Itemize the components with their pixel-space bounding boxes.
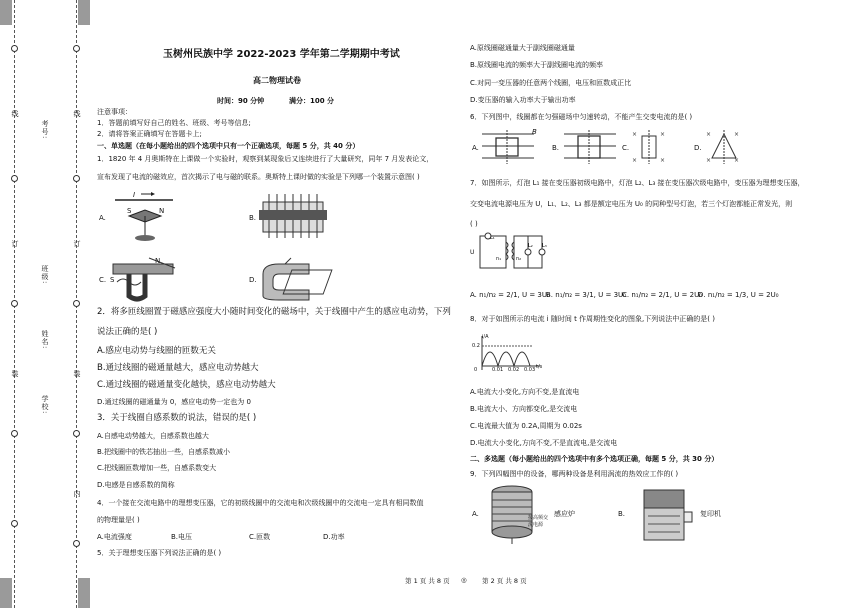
gutter-char: 装 bbox=[73, 370, 81, 378]
q2-line: 说法正确的是( ) bbox=[97, 327, 158, 337]
q9-a-subcaption: 接高频交 流电源 bbox=[528, 515, 549, 528]
q8-stem: 8．对于如图所示的电流 i 随时间 t 作周期性变化的图象,下列说法中正确的是( ) bbox=[470, 315, 715, 323]
q3-stem: 3．关于线圈自感系数的说法，错误的是( ) bbox=[97, 413, 257, 423]
binding-hole bbox=[11, 430, 18, 437]
q4-option-a: A.电流强度 bbox=[97, 533, 132, 541]
binding-hole bbox=[11, 300, 18, 307]
q3-option-b: B.把线圈中的铁芯抽出一些，自感系数减小 bbox=[97, 448, 231, 456]
q2-option-b: B.通过线圈的磁通量越大，感应电动势越大 bbox=[97, 363, 259, 373]
gutter-char: 内 bbox=[73, 490, 81, 498]
footer-page1: 第 1 页 共 8 页 bbox=[405, 577, 450, 585]
svg-text:×: × bbox=[660, 131, 666, 138]
q7-option-b: B. n₁/n₂ = 3/1, U = 3U₀ bbox=[546, 291, 626, 299]
section2-heading: 二、多选题（每小题给出的四个选项中有多个选项正确，每题 5 分，共 30 分） bbox=[470, 455, 719, 463]
q1-option-c-label: C. bbox=[99, 276, 107, 284]
q9-stem: 9．下列四幅图中的设备，哪两种设备是利用涡流的热效应工作的( ) bbox=[470, 470, 679, 478]
footer-separator: ◎ bbox=[461, 576, 467, 584]
q5-stem: 5．关于理想变压器下列说法正确的是( ) bbox=[97, 549, 222, 557]
q4-option-d: D.功率 bbox=[323, 533, 345, 541]
q6-option-b-label: B. bbox=[552, 144, 560, 152]
q7-option-d: D. n₁/n₂ = 1/3, U = 2U₀ bbox=[698, 291, 779, 299]
q7-l3-label: L₃ bbox=[542, 243, 547, 249]
q7-line: 交变电流电源电压为 U，L₁、L₂、L₃ 都是额定电压为 U₀ 的同种型号灯泡，若三个灯泡都能正常发光，则 bbox=[470, 200, 793, 208]
q1-s2-label: S bbox=[110, 276, 115, 284]
q1-figure-c bbox=[109, 254, 187, 304]
q8-option-a: A.电流大小变化,方向不变,是直流电 bbox=[470, 388, 580, 396]
field-banji: 班级: bbox=[41, 265, 49, 285]
q5-option-c: C.对同一变压器的任意两个线圈，电压和匝数成正比 bbox=[470, 79, 632, 87]
footer-page2: 第 2 页 共 8 页 bbox=[482, 577, 527, 585]
q6-stem: 6．下列图中，线圈都在匀强磁场中匀速转动，不能产生交变电流的是( ) bbox=[470, 113, 693, 121]
field-xingming: 姓名: bbox=[41, 330, 49, 350]
q8-y-value: 0.2 bbox=[472, 343, 480, 349]
q4-option-b: B.电压 bbox=[171, 533, 193, 541]
q6-option-c-label: C. bbox=[622, 144, 630, 152]
q5-option-a: A.原线圈磁通量大于副线圈磁通量 bbox=[470, 44, 575, 52]
q1-figure-b bbox=[257, 186, 329, 248]
q6-figure-d bbox=[704, 128, 744, 166]
binding-hole bbox=[73, 175, 80, 182]
q9-option-b-label: B. bbox=[618, 510, 626, 518]
q7-u-label: U bbox=[470, 249, 475, 256]
svg-text:×: × bbox=[734, 131, 740, 138]
q7-n2-label: n₂ bbox=[516, 256, 522, 262]
q2-line: 2．将多匝线圈置于磁感应强度大小随时间变化的磁场中，关于线圈中产生的感应电动势，下列 bbox=[97, 307, 451, 317]
q8-option-c: C.电流最大值为 0.2A,周期为 0.02s bbox=[470, 422, 582, 430]
q1-line: 宣布发现了电流的磁效应，首次揭示了电与磁的联系。奥斯特上课时做的实验是下列哪一个装置示意图( ) bbox=[97, 173, 420, 181]
gutter-char: 订 bbox=[73, 240, 81, 248]
binding-hole bbox=[73, 45, 80, 52]
q6-option-d-label: D. bbox=[694, 144, 702, 152]
q8-x-axis-label: t/s bbox=[536, 364, 543, 370]
q4-line: 的物理量是( ) bbox=[97, 516, 140, 524]
exam-title: 玉树州民族中学 2022-2023 学年第二学期期中考试 bbox=[163, 49, 400, 60]
q4-line: 4．一个接在交流电路中的理想变压器，它的初级线圈中的交流电和次级线圈中的交流电一定具有相同数值 bbox=[97, 499, 424, 507]
q9-b-caption: 复印机 bbox=[700, 510, 721, 518]
q7-n1-label: n₁ bbox=[496, 256, 502, 262]
gutter-gray-block-bottom bbox=[0, 578, 12, 608]
q1-n2-label: N bbox=[155, 257, 161, 265]
q4-option-c: C.匝数 bbox=[249, 533, 271, 541]
q5-option-b: B.原线圈电流的频率大于副线圈电流的频率 bbox=[470, 61, 604, 69]
q1-figure-d bbox=[257, 256, 337, 304]
q1-figure-a bbox=[111, 188, 177, 246]
q1-line: 1．1820 年 4 月奥斯特在上课做一个实验时，观察到某现象后又连续进行了大量研究，同年 7 月发表论文， bbox=[97, 155, 434, 163]
q9-figure-a-furnace bbox=[484, 480, 544, 546]
q8-y-axis-label: i/A bbox=[482, 334, 489, 340]
gutter-gray-block-top bbox=[0, 0, 12, 25]
notes-heading: 注意事项： bbox=[97, 108, 132, 116]
gutter-char: 线 bbox=[73, 110, 81, 118]
q8-tick: 0.02 bbox=[508, 367, 520, 373]
q9-option-a-label: A. bbox=[472, 510, 479, 518]
q8-tick: 0.03 bbox=[524, 367, 536, 373]
time-label: 时间：90 分钟 bbox=[217, 97, 265, 105]
q5-option-d: D.变压器的输入功率大于输出功率 bbox=[470, 96, 576, 104]
q7-l1-label: L₁ bbox=[490, 235, 495, 241]
q3-option-a: A.自感电动势越大，自感系数也越大 bbox=[97, 432, 209, 440]
q7-line: 7．如图所示，灯泡 L₁ 接在变压器初级电路中，灯泡 L₂、L₃ 接在变压器次级电路中，变压器为理想变压器， bbox=[470, 179, 805, 187]
exam-subtitle: 高二物理试卷 bbox=[253, 76, 301, 85]
q8-option-d: D.电流大小变化,方向不变,不是直流电,是交流电 bbox=[470, 439, 618, 447]
gutter-char: 线 bbox=[11, 110, 19, 118]
q8-option-b: B.电流大小、方向都变化,是交流电 bbox=[470, 405, 578, 413]
gutter-char: 装 bbox=[11, 370, 19, 378]
q6-figure-b bbox=[564, 128, 620, 166]
field-xuexiao: 学校: bbox=[41, 395, 49, 415]
q7-option-a: A. n₁/n₂ = 2/1, U = 3U₀ bbox=[470, 291, 550, 299]
notes-item: 2．请将答案正确填写在答题卡上; bbox=[97, 130, 202, 138]
binding-hole bbox=[11, 45, 18, 52]
q1-s-label: S bbox=[127, 207, 132, 215]
q2-option-c: C.通过线圈的磁通量变化越快，感应电动势越大 bbox=[97, 380, 276, 390]
q6-figure-a bbox=[482, 128, 538, 166]
svg-text:×: × bbox=[734, 157, 740, 164]
q2-option-a: A.感应电动势与线圈的匝数无关 bbox=[97, 346, 216, 356]
section1-heading: 一、单选题（在每小题给出的四个选项中只有一个正确选项，每题 5 分，共 40 分） bbox=[97, 142, 360, 150]
binding-hole bbox=[11, 520, 18, 527]
svg-text:×: × bbox=[660, 157, 666, 164]
inner-binding-gutter bbox=[62, 0, 90, 608]
q3-option-d: D.电感是自感系数的简称 bbox=[97, 481, 175, 489]
gutter-gray-block-bottom bbox=[78, 578, 90, 608]
q1-option-b-label: B. bbox=[249, 214, 257, 222]
q9-a-caption: 感应炉 bbox=[554, 510, 575, 518]
q9-figure-b-copier bbox=[638, 484, 694, 544]
gutter-char: 订 bbox=[11, 240, 19, 248]
svg-text:×: × bbox=[632, 131, 638, 138]
svg-text:×: × bbox=[632, 157, 638, 164]
binding-hole bbox=[73, 540, 80, 547]
notes-item: 1．答题前填写好自己的姓名、班级、考号等信息; bbox=[97, 119, 251, 127]
q1-n-label: N bbox=[159, 207, 165, 215]
q2-option-d: D.通过线圈的磁通量为 0，感应电动势一定也为 0 bbox=[97, 398, 251, 406]
score-label: 满分：100 分 bbox=[289, 97, 335, 105]
q7-line: ( ) bbox=[470, 220, 478, 228]
q1-option-d-label: D. bbox=[249, 276, 257, 284]
svg-text:×: × bbox=[706, 157, 712, 164]
binding-hole bbox=[73, 430, 80, 437]
q6-option-a-label: A. bbox=[472, 144, 479, 152]
q7-option-c: C. n₁/n₂ = 2/1, U = 2U₀ bbox=[622, 291, 703, 299]
field-kaohao: 考号: bbox=[41, 120, 49, 140]
q1-current-label: I bbox=[133, 191, 136, 199]
gutter-gray-block-top bbox=[78, 0, 90, 25]
binding-hole bbox=[73, 300, 80, 307]
q8-origin: 0 bbox=[474, 367, 478, 373]
q3-option-c: C.把线圈匝数增加一些，自感系数变大 bbox=[97, 464, 217, 472]
q1-option-a-label: A. bbox=[99, 214, 106, 222]
q6-b-symbol: B bbox=[532, 128, 537, 136]
q6-figure-c bbox=[630, 128, 670, 166]
svg-text:×: × bbox=[706, 131, 712, 138]
q7-l2-label: L₂ bbox=[528, 243, 533, 249]
q7-circuit bbox=[474, 232, 554, 272]
outer-binding-gutter bbox=[0, 0, 49, 608]
q8-tick: 0.01 bbox=[492, 367, 504, 373]
binding-hole bbox=[11, 175, 18, 182]
